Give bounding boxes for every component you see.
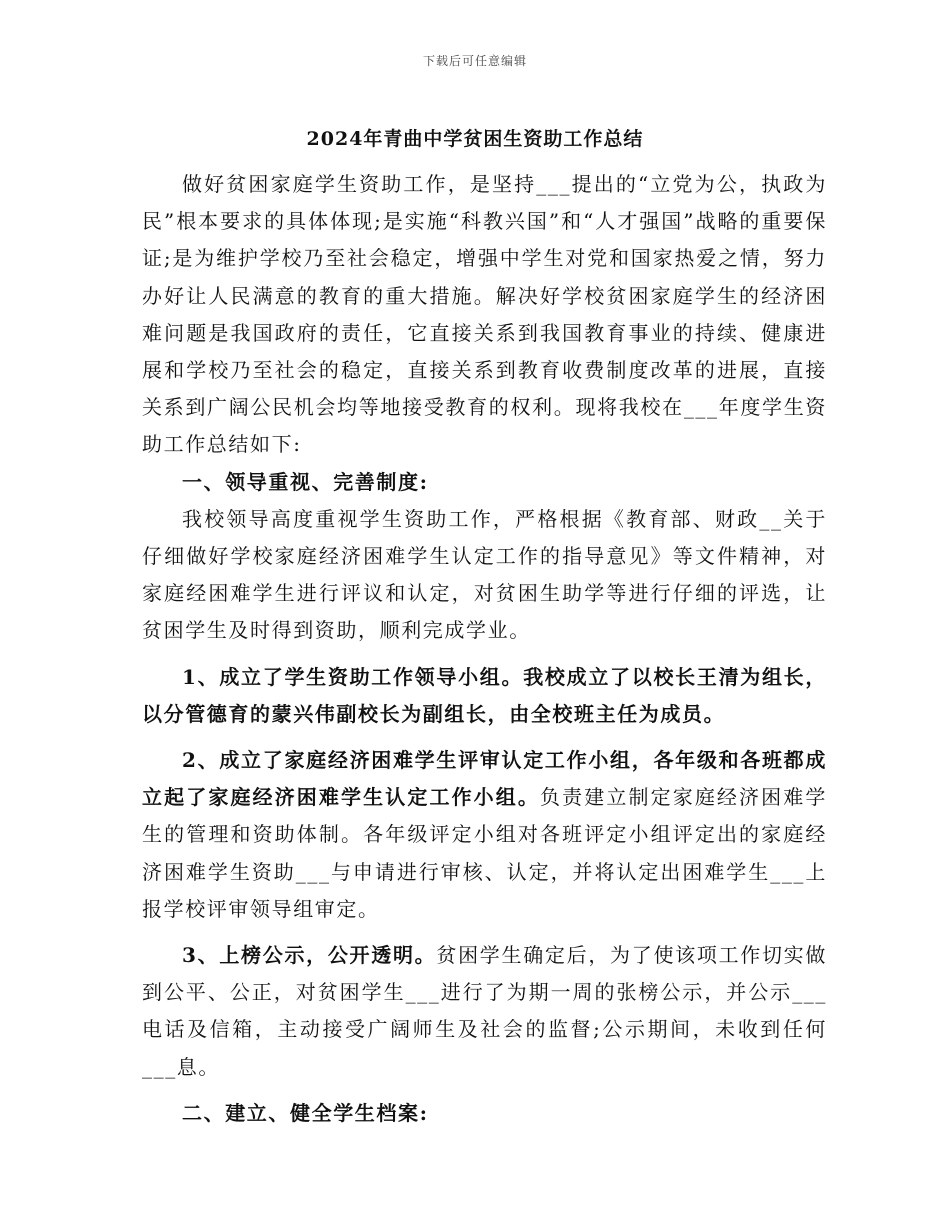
intro-paragraph: 做好贫困家庭学生资助工作，是坚持___提出的“立党为公，执政为民”根本要求的具体体现;是实施“科教兴国”和“人才强国”战略的重要保证;是为维护学校乃至社会稳定，增强中学生对党和国家热爱之情，努力办好让人民满意的教育的重大措施。解决好学校贫困家庭学生的经济困难问题是我国政府的责任，它直接关系到我国教育事业的持续、健康进展和学校乃至社会的稳定，直接关系到教育收费制度改革的进展，直接关系到广阔公民机会均等地接受教育的权利。现将我校在___年度学生资助工作总结如下:	[142, 172, 828, 457]
item-1-bold-text: 1、成立了学生资助工作领导小组。我校成立了以校长王清为组长，以分管德育的蒙兴伟副校长为副组长，由全校班主任为成员。	[142, 664, 827, 726]
section-1-item-3	[142, 937, 827, 1086]
section-2-heading: 二、建立、健全学生档案:	[182, 1100, 429, 1125]
section-1-item-1	[142, 659, 827, 733]
item-2-text: 负责建立制定家庭经济困难学生的管理和资助体制。各年级评定小组对各班评定小组评定出的家庭经济困难学生资助___与申请进行审核、认定，并将认定出困难学生___上报学校评审领导组审定。	[142, 785, 827, 921]
document-body	[142, 166, 827, 1132]
document-title: 2024年青曲中学贫困生资助工作总结	[306, 128, 644, 150]
item-2-bold-text: 2、成立了家庭经济困难学生评审认定工作小组，各年级和各班都成立起了家庭经济困难学生认定工作小组。	[142, 748, 827, 810]
section-1-heading: 一、领导重视、完善制度:	[182, 469, 429, 494]
section-1-paragraph: 我校领导高度重视学生资助工作，严格根据《教育部、财政__关于仔细做好学校家庭经济困难学生认定工作的指导意见》等文件精神，对家庭经困难学生进行评议和认定，对贫困生助学等进行仔细的评选，让贫困学生及时得到资助，顺利完成学业。	[142, 506, 827, 643]
item-3-bold-text: 3、上榜公示，公开透明。	[182, 943, 437, 968]
section-1-item-2	[142, 742, 827, 928]
item-3-text: 贫困学生确定后，为了使该项工作切实做到公平、公正，对贫困学生___进行了为期一周的张榜公示，并公示___电话及信箱，主动接受广阔师生及社会的监督;公示期间，未收到任何___息。	[142, 943, 827, 1079]
page-header-note: 下载后可任意编辑	[422, 54, 527, 68]
